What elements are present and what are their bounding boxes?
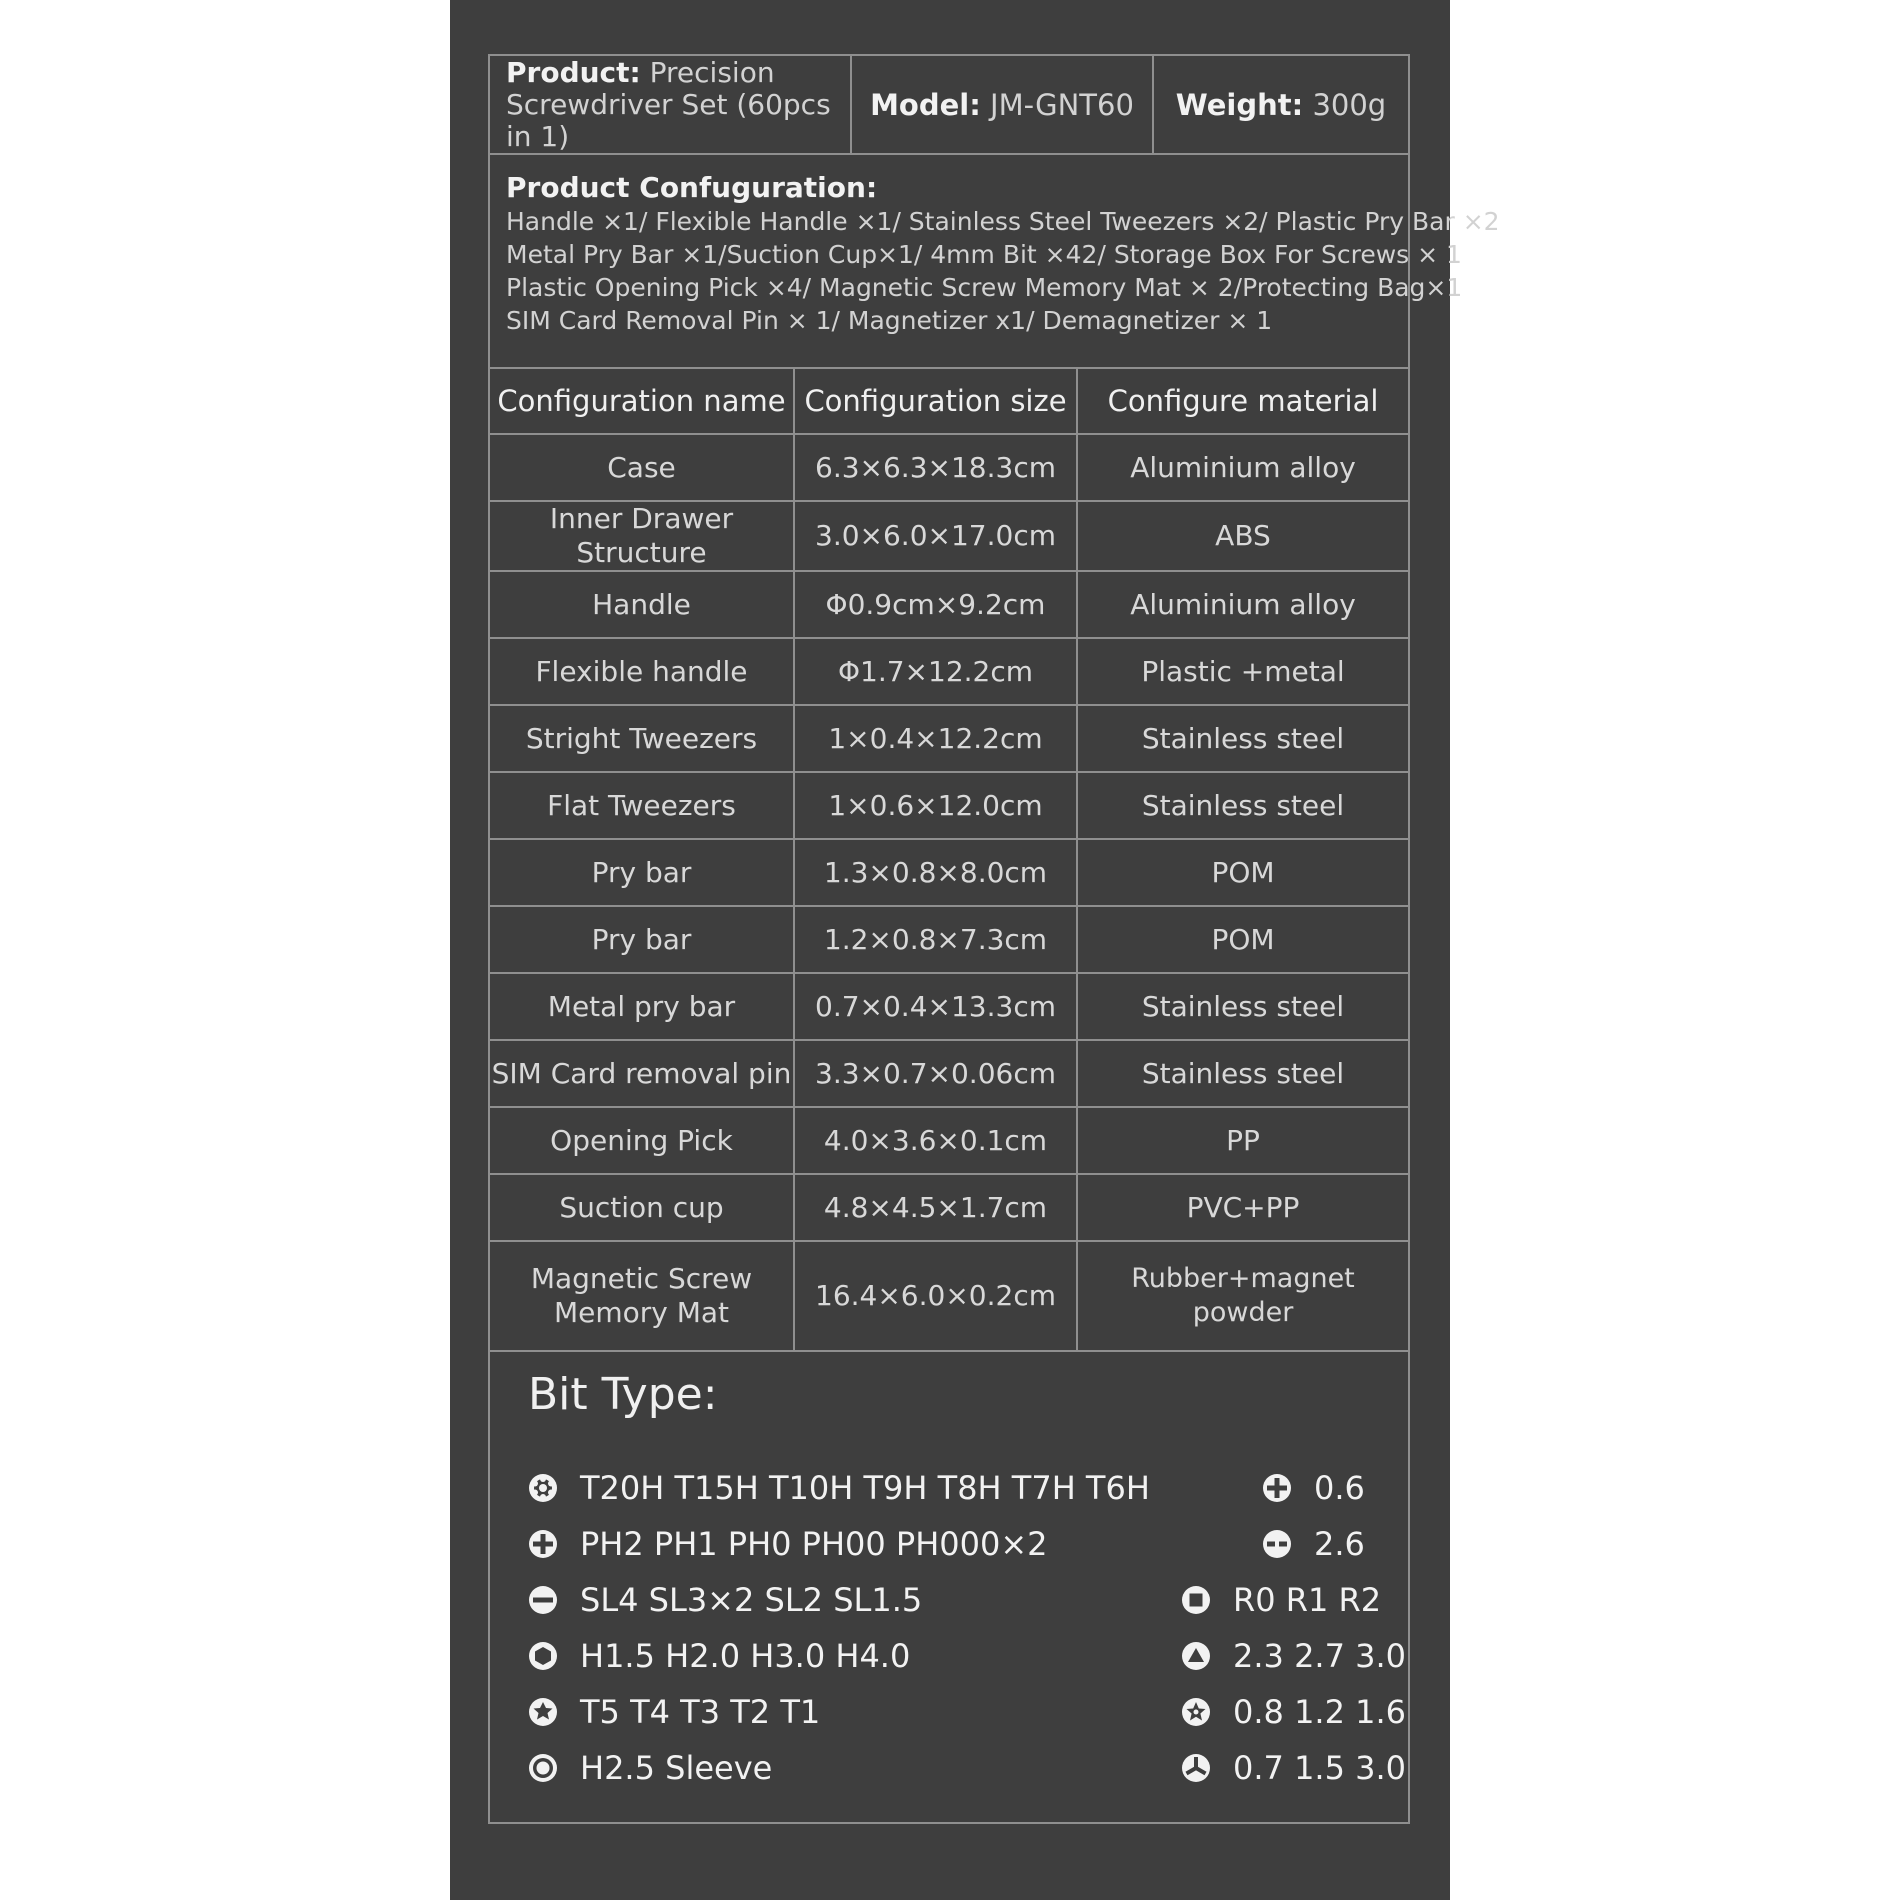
cell-size: 6.3×6.3×18.3cm bbox=[794, 434, 1077, 501]
cell-name: Stright Tweezers bbox=[490, 705, 794, 772]
column-header-material: Configure material bbox=[1077, 369, 1408, 434]
cell-material: Plastic +metal bbox=[1077, 638, 1408, 705]
cell-size: 4.8×4.5×1.7cm bbox=[794, 1174, 1077, 1241]
spec-sheet bbox=[488, 54, 1500, 1824]
model-value: JM-GNT60 bbox=[990, 87, 1134, 122]
cell-name-line1: Magnetic Screw bbox=[530, 1262, 753, 1295]
slotted-icon bbox=[528, 1585, 558, 1615]
cell-name: Suction cup bbox=[490, 1174, 794, 1241]
table-row bbox=[490, 638, 1408, 705]
weight-value: 300g bbox=[1312, 87, 1387, 122]
bit-text: R0 R1 R2 bbox=[1233, 1581, 1382, 1619]
cell-material: Stainless steel bbox=[1077, 973, 1408, 1040]
square-icon bbox=[1181, 1585, 1211, 1615]
configuration-title: Product Confuguration: bbox=[506, 171, 878, 204]
cell-material: POM bbox=[1077, 906, 1408, 973]
bit-row bbox=[1181, 1636, 1406, 1676]
bit-text: 0.6 bbox=[1314, 1469, 1365, 1507]
cell-size: 1×0.4×12.2cm bbox=[794, 705, 1077, 772]
cell-material: PP bbox=[1077, 1107, 1408, 1174]
configuration-line: Metal Pry Bar ×1/Suction Cup×1/ 4mm Bit ×42/ Storage Box For Screws × 1 bbox=[506, 240, 1462, 269]
bit-row bbox=[1181, 1748, 1406, 1788]
table-row bbox=[490, 772, 1408, 839]
cell-name: Flexible handle bbox=[490, 638, 794, 705]
product-cell bbox=[490, 56, 852, 153]
configuration-section bbox=[490, 153, 1500, 369]
table-row bbox=[490, 1107, 1408, 1174]
cell-name bbox=[490, 1241, 794, 1351]
table-row bbox=[490, 571, 1408, 638]
table-row bbox=[490, 501, 1408, 571]
header-row bbox=[490, 56, 1408, 155]
cell-name: Pry bar bbox=[490, 906, 794, 973]
weight-cell bbox=[1154, 56, 1408, 153]
bit-type-section bbox=[490, 1351, 1408, 1821]
table-row bbox=[490, 1241, 1408, 1351]
cell-material: Stainless steel bbox=[1077, 705, 1408, 772]
tri-wing-icon bbox=[1181, 1753, 1211, 1783]
cell-size: Φ1.7×12.2cm bbox=[794, 638, 1077, 705]
cell-material: POM bbox=[1077, 839, 1408, 906]
configuration-line: SIM Card Removal Pin × 1/ Magnetizer x1/ Demagnetizer × 1 bbox=[506, 306, 1273, 335]
column-header-size: Configuration size bbox=[794, 369, 1077, 434]
cell-size: 1.3×0.8×8.0cm bbox=[794, 839, 1077, 906]
cell-size: 1.2×0.8×7.3cm bbox=[794, 906, 1077, 973]
bit-row bbox=[1181, 1692, 1406, 1732]
table-header-row bbox=[490, 369, 1408, 434]
cell-size: 16.4×6.0×0.2cm bbox=[794, 1241, 1077, 1351]
bit-row bbox=[528, 1692, 820, 1732]
cell-name: SIM Card removal pin bbox=[490, 1040, 794, 1107]
table-row bbox=[490, 1040, 1408, 1107]
bit-row bbox=[1262, 1524, 1365, 1564]
cell-size: 3.3×0.7×0.06cm bbox=[794, 1040, 1077, 1107]
table-row bbox=[490, 1174, 1408, 1241]
table-row bbox=[490, 973, 1408, 1040]
bit-row bbox=[528, 1468, 1150, 1508]
weight-label: Weight: bbox=[1175, 87, 1304, 122]
bit-row bbox=[528, 1748, 772, 1788]
bit-text: H2.5 Sleeve bbox=[580, 1749, 773, 1787]
bit-text: T20H T15H T10H T9H T8H T7H T6H bbox=[580, 1469, 1150, 1507]
cell-size: Φ0.9cm×9.2cm bbox=[794, 571, 1077, 638]
cell-material: Stainless steel bbox=[1077, 772, 1408, 839]
model-label: Model: bbox=[870, 87, 981, 122]
cell-size: 1×0.6×12.0cm bbox=[794, 772, 1077, 839]
cell-size: 3.0×6.0×17.0cm bbox=[794, 501, 1077, 571]
bit-text: 2.3 2.7 3.0 bbox=[1233, 1637, 1407, 1675]
bit-type-title: Bit Type: bbox=[528, 1369, 718, 1420]
model-cell bbox=[852, 56, 1154, 153]
bit-text: 0.7 1.5 3.0 bbox=[1233, 1749, 1407, 1787]
bit-row bbox=[528, 1524, 1048, 1564]
bit-text: SL4 SL3×2 SL2 SL1.5 bbox=[580, 1581, 923, 1619]
configuration-line: Handle ×1/ Flexible Handle ×1/ Stainless Steel Tweezers ×2/ Plastic Pry Bar ×2 bbox=[506, 207, 1500, 236]
table-row bbox=[490, 906, 1408, 973]
hex-icon bbox=[528, 1641, 558, 1671]
cell-size: 0.7×0.4×13.3cm bbox=[794, 973, 1077, 1040]
table-row bbox=[490, 434, 1408, 501]
cell-name: Inner Drawer Structure bbox=[490, 501, 794, 571]
bit-row bbox=[1262, 1468, 1365, 1508]
cell-name-line2: Memory Mat bbox=[553, 1296, 730, 1329]
triangle-icon bbox=[1181, 1641, 1211, 1671]
cell-size: 4.0×3.6×0.1cm bbox=[794, 1107, 1077, 1174]
bit-text: 0.8 1.2 1.6 bbox=[1233, 1693, 1407, 1731]
configuration-line: Plastic Opening Pick ×4/ Magnetic Screw Memory Mat × 2/Protecting Bag×1 bbox=[506, 273, 1463, 302]
phillips-icon bbox=[528, 1529, 558, 1559]
bit-row bbox=[528, 1580, 922, 1620]
cell-name: Opening Pick bbox=[490, 1107, 794, 1174]
bit-text: 2.6 bbox=[1314, 1525, 1365, 1563]
cell-material: Rubber+magnet powder bbox=[1077, 1241, 1408, 1351]
table-row bbox=[490, 839, 1408, 906]
cell-material: Stainless steel bbox=[1077, 1040, 1408, 1107]
cell-name: Metal pry bar bbox=[490, 973, 794, 1040]
spec-panel bbox=[450, 0, 1500, 1900]
bit-text: T5 T4 T3 T2 T1 bbox=[580, 1693, 821, 1731]
cell-name: Case bbox=[490, 434, 794, 501]
sleeve-icon bbox=[528, 1753, 558, 1783]
cell-material: Aluminium alloy bbox=[1077, 571, 1408, 638]
cell-name: Handle bbox=[490, 571, 794, 638]
spec-table bbox=[490, 369, 1408, 1352]
product-label: Product: bbox=[506, 55, 641, 89]
bit-text: H1.5 H2.0 H3.0 H4.0 bbox=[580, 1637, 911, 1675]
column-header-name: Configuration name bbox=[490, 369, 794, 434]
cell-name: Pry bar bbox=[490, 839, 794, 906]
star-icon bbox=[1181, 1697, 1211, 1727]
bit-row bbox=[1181, 1580, 1381, 1620]
product-value-line2: Screwdriver Set (60pcs in 1) bbox=[506, 87, 831, 153]
cell-material: PVC+PP bbox=[1077, 1174, 1408, 1241]
pentalobe-slot-icon bbox=[1262, 1529, 1292, 1559]
bit-text: PH2 PH1 PH0 PH00 PH000×2 bbox=[580, 1525, 1048, 1563]
product-value: Precision bbox=[649, 55, 775, 89]
cell-material: ABS bbox=[1077, 501, 1408, 571]
torx-security-icon bbox=[528, 1473, 558, 1503]
cell-material: Aluminium alloy bbox=[1077, 434, 1408, 501]
table-row bbox=[490, 705, 1408, 772]
torx-icon bbox=[528, 1697, 558, 1727]
cell-name: Flat Tweezers bbox=[490, 772, 794, 839]
cross-icon bbox=[1262, 1473, 1292, 1503]
bit-row bbox=[528, 1636, 910, 1676]
